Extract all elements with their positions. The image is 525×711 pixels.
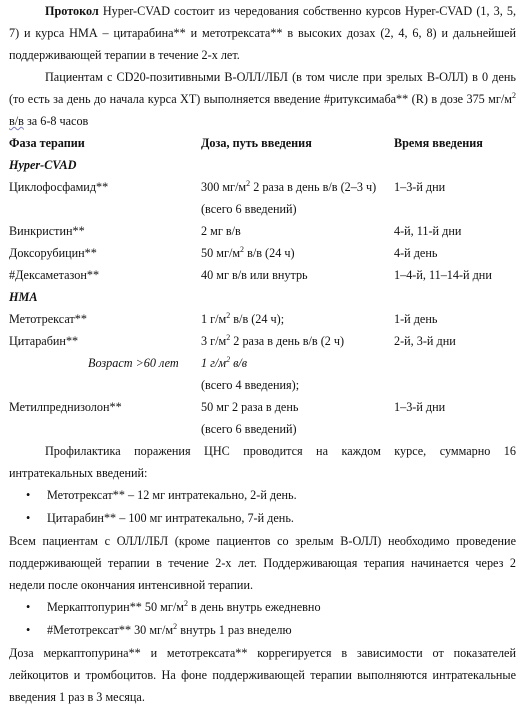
rituximab-text-a: Пациентам с CD20-позитивными В-ОЛЛ/ЛБЛ (в том числе при зрелых В-ОЛЛ) в 0 день (то есть за день до начала курса ХТ) выполняется введение #ритуксимаба** (R) в дозе 375 мг/м xyxy=(9,70,516,106)
item-text: в день внутрь ежедневно xyxy=(187,600,321,614)
item-sup: 2 xyxy=(183,598,188,608)
header-dose: Доза, путь введения xyxy=(201,136,312,150)
table-row xyxy=(9,264,516,286)
header-time: Время введения xyxy=(394,136,483,150)
dose-sup: 2 xyxy=(246,178,251,188)
list-item xyxy=(26,619,516,642)
dose-note: (всего 6 введений) xyxy=(201,422,297,436)
dose-text: 2 раза в день в/в (2 ч) xyxy=(230,334,345,348)
cns-prophylaxis-paragraph: Профилактика поражения ЦНС проводится на каждом курсе, суммарно 16 интратекальных введений: xyxy=(9,444,516,480)
item-text: Меркаптопурин** 50 мг/м xyxy=(47,600,184,614)
drug-cell: Винкристин** xyxy=(9,224,85,238)
protocol-description: Hyper-CVAD состоит из чередования собственно курсов Hyper-CVAD (1, 3, 5, 7) и курса НМА – цитарабина** и метотрексата** в высоких дозах (2, 4, 6, 8) и дальнейшей поддерживающей терапии в течение 2-х лет. xyxy=(9,4,516,62)
header-phase: Фаза терапии xyxy=(9,136,85,150)
drug-cell: Доксорубицин** xyxy=(9,246,97,260)
spellcheck-underlined-word: в/в xyxy=(9,114,24,128)
maintenance-bullet-list xyxy=(9,596,516,642)
dose-cell: 40 мг в/в или внутрь xyxy=(201,268,308,282)
dose-text: 3 г/м xyxy=(201,334,227,348)
table-row xyxy=(9,220,516,242)
dose-text: 1 г/м xyxy=(201,356,227,370)
table-row xyxy=(9,242,516,264)
dose-text: 300 мг/м xyxy=(201,180,247,194)
dose-cell xyxy=(201,308,394,330)
dose-adjustment-paragraph: Доза меркаптопурина** и метотрексата** коррегируется в зависимости от показателей лейкоцитов и тромбоцитов. На фоне поддерживающей терапии выполняются интратекальные введения 1 раз в 3 месяца. xyxy=(9,646,516,704)
drug-cell: Метотрексат** xyxy=(9,312,87,326)
time-cell: 4-й, 11-й дни xyxy=(394,224,462,238)
dose-text: в/в xyxy=(230,356,248,370)
dose-sup: 2 xyxy=(240,244,245,254)
dose-text: 1 г/м xyxy=(201,312,227,326)
rituximab-sup: 2 xyxy=(512,90,516,100)
time-cell: 1-й день xyxy=(394,312,438,326)
dose-cell xyxy=(201,176,394,220)
maintenance-paragraph: Всем пациентам с ОЛЛ/ЛБЛ (кроме пациентов со зрелым В-ОЛЛ) необходимо проведение поддерживающей терапии в течение 2-х лет. Поддерживающая терапия начинается через 2 недели после окончания интенсивной терапии. xyxy=(9,534,516,592)
time-cell: 1–3-й дни xyxy=(394,400,446,414)
dose-cell xyxy=(201,242,394,264)
list-item: • Цитарабин** – 100 мг интратекально, 7-й день. xyxy=(26,507,516,530)
group-row-hyper-cvad xyxy=(9,154,516,176)
table-row xyxy=(9,330,516,352)
dose-sup: 2 xyxy=(226,354,231,364)
dose-cell xyxy=(201,330,394,352)
list-item xyxy=(26,596,516,619)
table-row-age-subgroup xyxy=(9,352,516,396)
drug-cell: Циклофосфамид** xyxy=(9,180,109,194)
protocol-lead-word: Протокол xyxy=(45,4,99,18)
table-row xyxy=(9,176,516,220)
item-text: внутрь 1 раз внеделю xyxy=(177,623,292,637)
intro-paragraph-protocol xyxy=(9,0,516,66)
item-sup: 2 xyxy=(173,621,178,631)
item-text: #Метотрексат** 30 мг/м xyxy=(47,623,174,637)
dose-cell: 2 мг в/в xyxy=(201,224,241,238)
time-cell: 4-й день xyxy=(394,246,438,260)
drug-cell: Метилпреднизолон** xyxy=(9,400,122,414)
drug-cell: Цитарабин** xyxy=(9,334,79,348)
table-row xyxy=(9,308,516,330)
table-header-row xyxy=(9,132,516,154)
time-cell: 1–3-й дни xyxy=(394,180,446,194)
dose-note: (всего 6 введений) xyxy=(201,202,297,216)
dose-text: 50 мг 2 раза в день xyxy=(201,400,299,414)
intro-paragraph-rituximab xyxy=(9,66,516,132)
rituximab-text-c: за 6-8 часов xyxy=(23,114,89,128)
regimen-table xyxy=(9,132,516,440)
dose-note: (всего 4 введения); xyxy=(201,378,300,392)
dose-text: в/в (24 ч); xyxy=(230,312,285,326)
age-subgroup-label: Возраст >60 лет xyxy=(88,356,179,370)
time-cell xyxy=(394,352,516,396)
dose-sup: 2 xyxy=(226,310,231,320)
group-label-hma: HMA xyxy=(9,290,38,304)
group-row-hma xyxy=(9,286,516,308)
time-cell: 2-й, 3-й дни xyxy=(394,334,456,348)
dose-text: 50 мг/м xyxy=(201,246,241,260)
drug-cell: #Дексаметазон** xyxy=(9,268,100,282)
dose-text: в/в (24 ч) xyxy=(244,246,295,260)
time-cell: 1–4-й, 11–14-й дни xyxy=(394,268,492,282)
dose-sup: 2 xyxy=(226,332,231,342)
list-item: • Метотрексат** – 12 мг интратекально, 2-й день. xyxy=(26,484,516,507)
dose-cell xyxy=(201,396,394,440)
dose-text: 2 раза в день в/в (2–3 ч) xyxy=(250,180,377,194)
table-row xyxy=(9,396,516,440)
cns-bullet-list xyxy=(9,484,516,530)
dose-cell xyxy=(201,352,394,396)
group-label-hyper-cvad: Hyper-CVAD xyxy=(9,158,77,172)
